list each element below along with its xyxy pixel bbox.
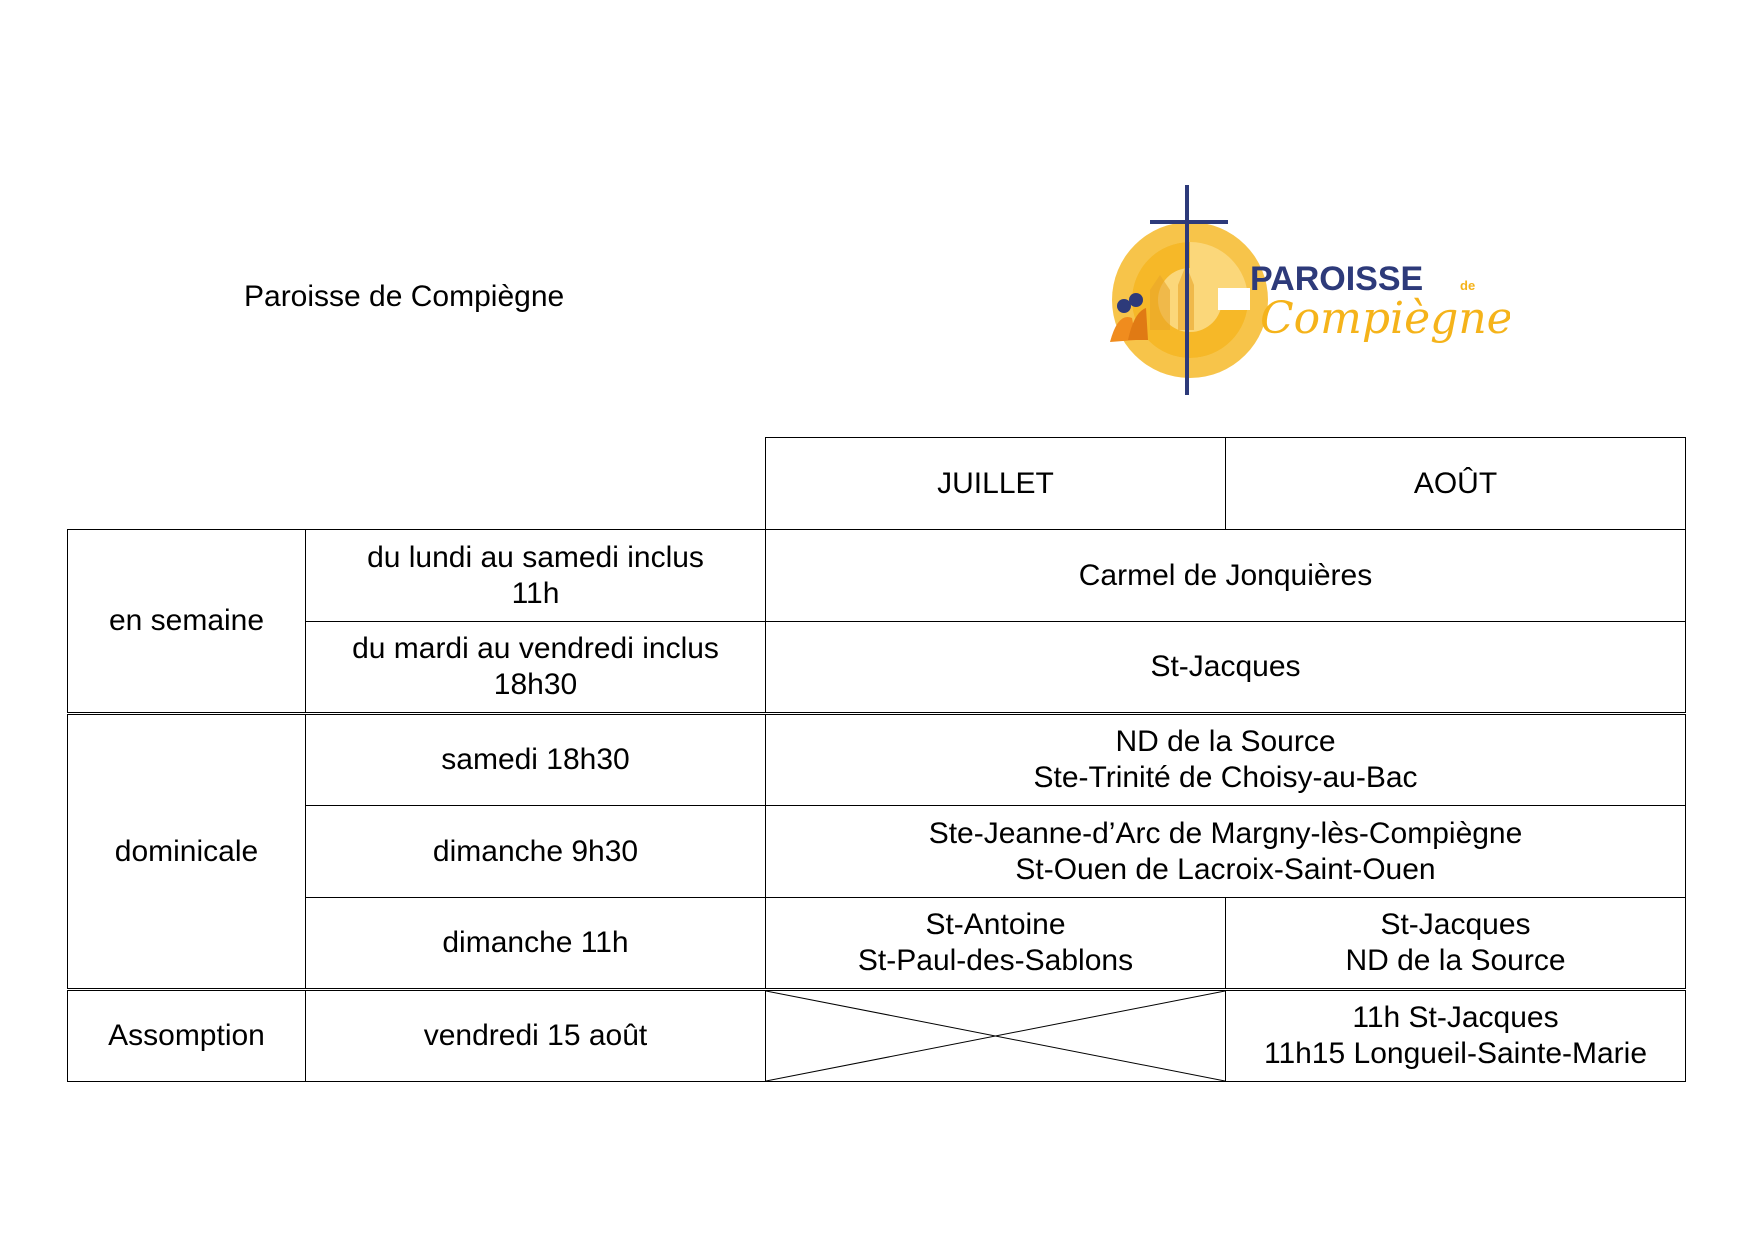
place-line: St-Jacques	[1380, 908, 1531, 941]
place-cell	[766, 714, 1686, 806]
place-line: 11h15 Longueil-Sainte-Marie	[1263, 1037, 1648, 1070]
time-cell	[306, 622, 766, 714]
header-row	[68, 438, 1686, 530]
table-row	[68, 806, 1686, 898]
time-cell	[306, 714, 766, 806]
group-label-assomption: Assomption	[68, 990, 306, 1082]
place-line: 11h St-Jacques	[1352, 1001, 1559, 1034]
blank-cell	[68, 438, 766, 530]
group-label-dominicale: dominicale	[68, 714, 306, 990]
time-line: 11h	[511, 576, 560, 610]
place-cell	[766, 530, 1686, 622]
time-line: dimanche 9h30	[432, 834, 639, 868]
page-title: Paroisse de Compiègne	[244, 280, 565, 313]
time-line: du lundi au samedi inclus	[367, 540, 704, 574]
place-cell-aout	[1226, 898, 1686, 990]
time-line: du mardi au vendredi inclus	[352, 632, 719, 665]
place-line: Ste-Jeanne-d’Arc de Margny-lès-Compiègne	[928, 816, 1523, 850]
place-line: St-Antoine	[925, 908, 1066, 941]
time-line: vendredi 15 août	[423, 1019, 648, 1052]
time-cell	[306, 990, 766, 1082]
table-row	[68, 990, 1686, 1082]
crossed-out-cell	[766, 990, 1226, 1082]
time-cell	[306, 530, 766, 622]
logo-title-small: de	[1460, 278, 1476, 293]
place-line: St-Jacques	[1150, 650, 1301, 683]
place-cell-juillet	[766, 898, 1226, 990]
place-cell	[766, 622, 1686, 714]
table-row	[68, 622, 1686, 714]
place-cell-aout	[1226, 990, 1686, 1082]
place-line: Ste-Trinité de Choisy-au-Bac	[1033, 761, 1418, 794]
time-line: 18h30	[493, 668, 578, 701]
time-cell	[306, 806, 766, 898]
column-header-aout: AOÛT	[1226, 438, 1686, 530]
place-cell	[766, 806, 1686, 898]
table-row	[68, 714, 1686, 806]
table-row	[68, 530, 1686, 622]
logo-title: PAROISSE	[1250, 260, 1424, 298]
place-line: ND de la Source	[1345, 944, 1566, 977]
time-cell	[306, 898, 766, 990]
place-line: ND de la Source	[1115, 725, 1336, 758]
schedule-table	[67, 437, 1686, 1082]
place-line: St-Paul-des-Sablons	[857, 944, 1134, 977]
table-row	[68, 898, 1686, 990]
place-line: Carmel de Jonquières	[1078, 558, 1373, 592]
column-header-juillet: JUILLET	[766, 438, 1226, 530]
logo-subtitle: Compiègne	[1260, 293, 1510, 344]
parish-logo	[1090, 180, 1510, 405]
time-line: dimanche 11h	[442, 926, 629, 959]
place-line: St-Ouen de Lacroix-Saint-Ouen	[1015, 852, 1436, 886]
parish-logo-graphic	[1090, 180, 1510, 405]
group-label-semaine: en semaine	[68, 530, 306, 714]
cross-lines	[766, 991, 1225, 1081]
time-line: samedi 18h30	[441, 743, 630, 776]
